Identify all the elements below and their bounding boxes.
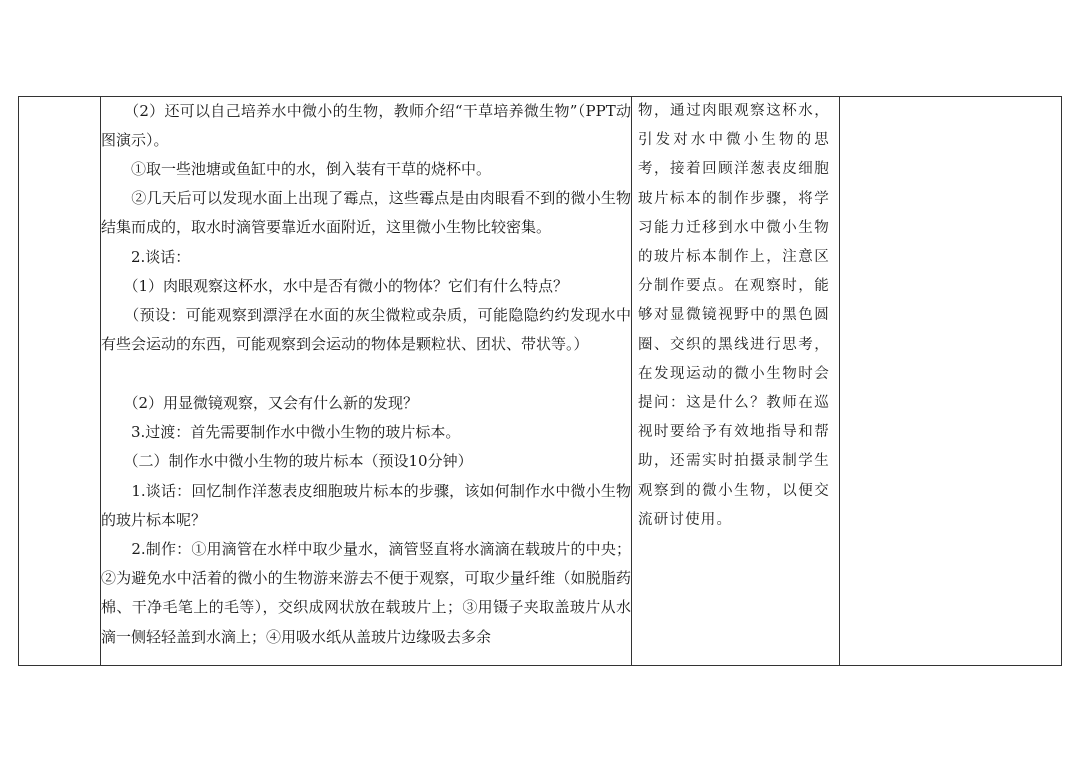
paragraph-talk-recall: 1.谈话：回忆制作洋葱表皮细胞玻片标本的步骤，该如何制作水中微小生物的玻片标本呢？ [101,482,631,530]
paragraph-transition: 3.过渡：首先需要制作水中微小生物的玻片标本。 [101,423,461,441]
design-intent-text: 物，通过肉眼观察这杯水，引发对水中微小生物的思考，接着回顾洋葱表皮细胞玻片标本的制作步骤，将学习能力迁移到水中微小生物的玻片标本制作上，注意区分制作要点。在观察时，能够对显微镜视野中的黑色圆圈、交织的黑线进行思考，在发现运动的微小生物时会提问：这是什么？教师在巡视时要给予有效地指导和帮助，还需实时拍摄录制学生观察到的微小生物，以便交流研讨使用。 [638,103,830,528]
paragraph-question-1: （1）肉眼观察这杯水，水中是否有微小的物体？它们有什么特点？ [101,277,569,295]
paragraph-prediction: （预设：可能观察到漂浮在水面的灰尘微粒或杂质，可能隐隐约约发现水中有些会运动的东西，可能观察到会运动的物体是颗粒状、团状、带状等。） [101,306,631,354]
paragraph-step-1: ①取一些池塘或鱼缸中的水，倒入装有干草的烧杯中。 [101,160,492,178]
table-border-right [1061,97,1062,665]
first-column-cell [19,97,100,665]
paragraph-question-2: （2）用显微镜观察，又会有什么新的发现？ [101,394,419,412]
paragraph-step-2: ②几天后可以发现水面上出现了霉点，这些霉点是由肉眼看不到的微小生物结集而成的，取水时滴管要靠近水面附近，这里微小生物比较密集。 [101,189,631,237]
lesson-plan-table [18,96,1062,666]
paragraph-dry-grass-culture: （2）还可以自己培养水中微小的生物，教师介绍“干草培养微生物”（PPT动图演示）。 [101,102,631,150]
design-intent-cell [632,97,838,665]
last-column-cell [840,97,1061,665]
teaching-process-cell [101,97,631,665]
paragraph-section-heading: （二）制作水中微小生物的玻片标本（预设10分钟） [101,452,473,470]
paragraph-talk-heading: 2.谈话： [101,248,191,266]
paragraph-making-steps: 2.制作：①用滴管在水样中取少量水，滴管竖直将水滴滴在载玻片的中央；②为避免水中活着的微小的生物游来游去不便于观察，可取少量纤维（如脱脂药棉、干净毛笔上的毛等），交织成网状放在载玻片上；③用镊子夹取盖玻片从水滴一侧轻轻盖到水滴上；④用吸水纸从盖玻片边缘吸去多余 [101,540,631,646]
